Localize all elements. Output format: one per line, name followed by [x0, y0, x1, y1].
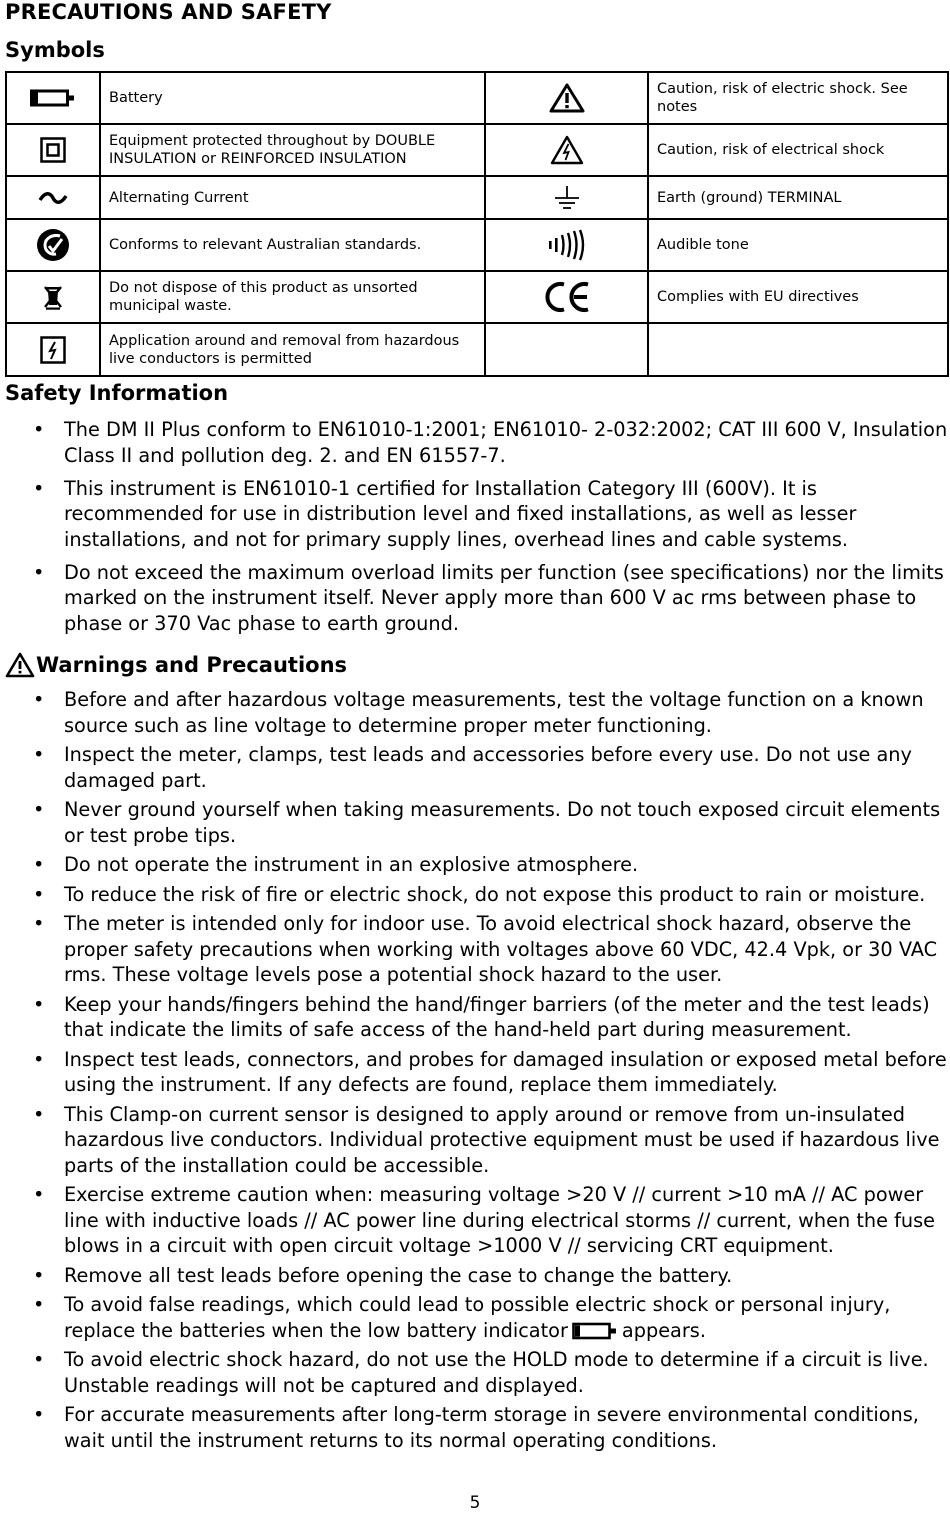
symbol-description: Caution, risk of electrical shock	[648, 124, 948, 176]
symbol-description: Audible tone	[648, 219, 948, 271]
list-item: • Do not exceed the maximum overload limits per function (see specifications) nor the limits marked on the instrument itself. Never apply more than 600 V ac rms between phase to phase or 370 Vac phase to earth ground.	[0, 560, 950, 637]
audible-tone-icon	[485, 219, 648, 271]
symbol-row	[6, 124, 948, 176]
list-item: • Remove all test leads before opening the case to change the battery.	[0, 1263, 950, 1289]
australian-conformity-icon	[6, 219, 100, 271]
caution-icon	[485, 72, 648, 124]
alternating-current-icon	[6, 176, 100, 219]
symbols-heading: Symbols	[5, 38, 105, 62]
list-item: • Inspect the meter, clamps, test leads and accessories before every use. Do not use any damaged part.	[0, 742, 950, 793]
list-item: • To reduce the risk of fire or electric shock, do not expose this product to rain or moisture.	[0, 882, 950, 908]
warnings-heading	[5, 652, 347, 678]
symbol-description: Equipment protected throughout by DOUBLE INSULATION or REINFORCED INSULATION	[100, 124, 485, 176]
empty-cell	[648, 323, 948, 376]
battery-warning-text: To avoid false readings, which could lead to possible electric shock or personal injury, replace the batteries when the low battery indicator	[64, 1293, 891, 1342]
list-item: • This Clamp-on current sensor is designed to apply around or remove from un-insulated hazardous live conductors. Individual protective equipment must be used if hazardous live parts of the installation could be accessible.	[0, 1102, 950, 1179]
list-item	[0, 1292, 950, 1343]
double-insulation-icon	[6, 124, 100, 176]
list-item: • For accurate measurements after long-term storage in severe environmental conditions, wait until the instrument returns to its normal operating conditions.	[0, 1402, 950, 1453]
safety-list	[0, 417, 950, 644]
symbol-row	[6, 72, 948, 124]
page-title: PRECAUTIONS AND SAFETY	[5, 0, 332, 24]
list-item: • Exercise extreme caution when: measuring voltage >20 V // current >10 mA // AC power line with inductive loads // AC power line during electrical storms // current, when the fuse blows in a circuit with open circuit voltage >1000 V // servicing CRT equipment.	[0, 1182, 950, 1259]
list-item: • Do not operate the instrument in an explosive atmosphere.	[0, 852, 950, 878]
symbol-description: Conforms to relevant Australian standards.	[100, 219, 485, 271]
symbol-description: Battery	[100, 72, 485, 124]
symbol-description: Caution, risk of electric shock. See notes	[648, 72, 948, 124]
symbols-table	[5, 71, 949, 377]
list-item: • Inspect test leads, connectors, and probes for damaged insulation or exposed metal before using the instrument. If any defects are found, replace them immediately.	[0, 1047, 950, 1098]
list-item: • To avoid electric shock hazard, do not use the HOLD mode to determine if a circuit is live. Unstable readings will not be captured and displayed.	[0, 1347, 950, 1398]
safety-heading: Safety Information	[5, 381, 229, 405]
caution-icon	[5, 652, 35, 678]
symbol-description: Complies with EU directives	[648, 271, 948, 323]
symbol-row	[6, 219, 948, 271]
symbol-row	[6, 323, 948, 376]
battery-icon	[6, 72, 100, 124]
list-item: • This instrument is EN61010-1 certified for Installation Category III (600V). It is recommended for use in distribution level and fixed installations, as well as lesser installations, and not for primary supply lines, overhead lines and cable systems.	[0, 476, 950, 553]
symbol-description: Application around and removal from hazardous live conductors is permitted	[100, 323, 485, 376]
warnings-list	[0, 687, 950, 1457]
list-item: • Keep your hands/fingers behind the hand/finger barriers (of the meter and the test leads) that indicate the limits of safe access of the hand-held part during measurement.	[0, 992, 950, 1043]
symbol-row	[6, 176, 948, 219]
symbol-description: Do not dispose of this product as unsorted municipal waste.	[100, 271, 485, 323]
list-item: • The meter is intended only for indoor use. To avoid electrical shock hazard, observe the proper safety precautions when working with voltages above 60 VDC, 42.4 Vpk, or 30 VAC rms. These voltage levels pose a potential shock hazard to the user.	[0, 911, 950, 988]
crossed-bin-icon	[6, 271, 100, 323]
earth-ground-icon	[485, 176, 648, 219]
symbol-description: Alternating Current	[100, 176, 485, 219]
list-item: • The DM II Plus conform to EN61010-1:2001; EN61010- 2-032:2002; CAT III 600 V, Insulation Class II and pollution deg. 2. and EN 61557-7.	[0, 417, 950, 468]
symbol-row	[6, 271, 948, 323]
empty-cell	[485, 323, 648, 376]
symbol-description: Earth (ground) TERMINAL	[648, 176, 948, 219]
ce-mark-icon	[485, 271, 648, 323]
shock-hazard-icon	[485, 124, 648, 176]
warnings-heading-text: Warnings and Precautions	[36, 653, 348, 677]
battery-icon	[572, 1322, 618, 1340]
list-item: • Never ground yourself when taking measurements. Do not touch exposed circuit elements or test probe tips.	[0, 797, 950, 848]
live-conductor-icon	[6, 323, 100, 376]
page-number: 5	[469, 1493, 481, 1513]
battery-warning-text-end: appears.	[621, 1318, 706, 1342]
list-item: • Before and after hazardous voltage measurements, test the voltage function on a known source such as line voltage to determine proper meter functioning.	[0, 687, 950, 738]
